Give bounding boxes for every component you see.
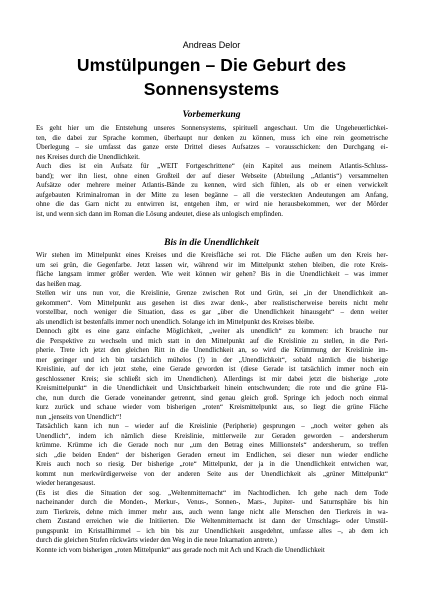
text-line: mer geringer und ich bin tatsächlich mühelos (!) in der „Unendlichkeit“, sobald nämlich die bisherige — [36, 355, 388, 364]
text-line: um sei grün, die Gegenfarbe. Jetzt lassen wir, während wir im Mittelpunkt stehen bleiben, die rote Kreis- — [36, 260, 388, 269]
text-line: geschlossener Kreis; sie schließt sich im Unendlichen). Allerdings ist mir dabei jetzt die bisherige „rote — [36, 374, 388, 383]
author-name: Andreas Delor — [182, 40, 241, 50]
text-line: aufgebauten Kriminalroman in der Mitte zu lesen begänne – all die versteckten Andeutungen am Anfang, — [36, 190, 388, 199]
text-line: Unendlich“, indem ich nämlich diese Kreislinie, mittlerweile zur Geraden geworden – andersherum — [36, 431, 388, 440]
text-line: Kreismittelpunkt“ in die Unendlichkeit und Unsichtbarkeit hinein entschwunden; die rote und die grüne Flä- — [36, 384, 388, 392]
text-line: chem Zustand erreichen wie die Initiierten. Die Weltenmitternacht ist dann der Umschlags- oder Umstül- — [36, 517, 388, 525]
text-line: pungspunkt im Kristallhimmel – ich bin bis zur Unendlichkeit ausgedehnt, umfasse alles –, ab dem ich — [36, 526, 388, 535]
text-line: ohne die das Garn nicht zu entwirren ist, entgehen ihm, er wird nie herausbekommen, wer der Mörder — [36, 200, 388, 208]
text-line: kommt nun merkwürdigerweise von der anderen Seite aus der Unendlichkeit als „grüner Mittelpunkt“ — [36, 469, 388, 478]
text-line: vorstellbar, noch weniger die Situation, dass es gar „über die Unendlichkeit hinausgeht“ – denn weiter — [36, 308, 388, 316]
text-line: Kreislinie, auf der ich jetzt stehe, eine Gerade geworden ist (diese Gerade ist tatsächlich immer noch ein — [36, 365, 388, 373]
text-line: ist, und wenn sich dann im Roman die Lösung andeutet, diese als unlogisch empfinden. — [36, 209, 283, 218]
text-line: Überlegung – sie umfasst das ganze erste Drittel dieses Aufsatzes – vorausschicken: den Durchgang ei- — [36, 143, 388, 151]
text-line: pherie. Trete ich jetzt den gleichen Ritt in die Unendlichkeit an, so wird die Krümmung der Kreislinie im- — [36, 346, 388, 354]
text-line: (Es ist dies die Situation der sog. „Weltenmitternacht“ im Nachtodlichen. Ich gehe nach dem Tode — [36, 488, 388, 497]
text-line: Stellen wir uns nun vor, die Kreislinie, Grenze zwischen Rot und Grün, sei „in der Unendlichkeit an- — [36, 289, 388, 297]
page-title-line-1: Umstülpungen – Die Geburt des — [76, 55, 347, 75]
text-line: Tatsächlich kann ich nun – wieder auf die Kreislinie (Peripherie) gesprungen – „noch weiter gehen als — [36, 422, 388, 430]
text-line: das heißen mag. — [36, 279, 82, 288]
text-line: kurz zurück und schaue wieder vom bisherigen „roten“ Kreismittelpunkt aus, so liegt die grüne Fläche — [36, 403, 388, 411]
text-line: als unendlich ist bestenfalls immer noch unendlich. Solange ich im Mittelpunkt des Kreises bleibe. — [36, 317, 315, 326]
text-line: fläche langsam immer größer werden. Wie weit können wir gehen? Bis in die Unendlichkeit – was immer — [36, 270, 388, 278]
text-line: wieder herangesaust. — [36, 479, 96, 487]
text-line: krümme. Krümme ich die Gerade noch nur „um den Betrag eines Millionstels“ andersherum, so treffen — [36, 441, 388, 449]
text-line: Dennoch gibt es eine ganz einfache Möglichkeit, „weiter als unendlich“ zu kommen: ich brauche nur — [36, 327, 388, 335]
text-line: Kreis auch noch so riesig. Der bisherige „rote“ Mittelpunkt, der ja in die Unendlichkeit entwichen war, — [36, 460, 388, 468]
page-title-line-2: Sonnensystems — [143, 79, 280, 99]
text-line: zum Tierkreis, dehne mich immer mehr aus, auch wenn lange nicht alle Menschen den Tierkreis in wa- — [36, 507, 388, 516]
text-line: nacheinander durch die Monden-, Merkur-, Venus-, Sonnen-, Mars-, Jupiter- und Saturnsphäre bis hin — [36, 498, 388, 506]
paragraph-vorbemerkung — [36, 124, 388, 219]
text-line: ten, die dabei zur Sprache kommen, überhaupt nur denken zu können, muss ich eine rein geometrische — [36, 133, 388, 142]
text-line: Es geht hier um die Entstehung unseres Sonnensystems, spirituell angeschaut. Um die Ungeheuerlichkei- — [36, 124, 388, 132]
text-line: Wir stehen im Mittelpunkt eines Kreises und die Kreisfläche sei rot. Die Fläche außen um den Kreis her- — [36, 251, 388, 259]
text-line: nun „jenseits von Unendlich“! — [36, 412, 122, 421]
section-heading-vorbemerkung: Vorbemerkung — [182, 110, 241, 120]
text-line: che, nun durch die Gerade voneinander getrennt, sind genau gleich groß. Springe ich jedoch noch einmal — [36, 393, 388, 402]
text-line: durch die gleichen Stufen rückwärts wieder den Weg in die neue Inkarnation antrete.) — [36, 536, 277, 544]
section-heading-unendlichkeit: Bis in die Unendlichkeit — [164, 238, 259, 248]
paragraph-unendlichkeit — [36, 251, 388, 555]
text-line: Aufsätze oder mehrere meiner Atlantis-Bände zu kennen, wird sich fühlen, als ob er einen verwickelt — [36, 181, 388, 189]
text-line: band); wer ihn liest, ohne einen Großteil der auf dieser Webseite (Abteilung „Atlantis“) versammelten — [36, 171, 388, 180]
text-line: sich „die beiden Enden“ der bisherigen Geraden erneut im Endlichen, sei dieser nun wieder endliche — [36, 450, 388, 459]
text-line: die Perspektive zu wechseln und mich statt in den Mittelpunkt auf die Kreislinie zu stellen, in die Peri- — [36, 336, 388, 345]
text-line: Auch dies ist ein Aufsatz für „WEIT Fortgeschrittene“ (ein Kapitel aus meinem Atlantis-Schluss- — [36, 162, 388, 170]
text-line: nes Kreises durch die Unendlichkeit. — [36, 152, 140, 161]
text-line: Konnte ich vom bisherigen „roten Mittelpunkt“ aus gerade noch mit Ach und Krach die Unendlichkeit — [36, 545, 325, 554]
text-line: gekommen“. Vom Mittelpunkt aus gesehen ist dies zwar denk-, aber realistischerweise bereits nicht mehr — [36, 298, 388, 307]
